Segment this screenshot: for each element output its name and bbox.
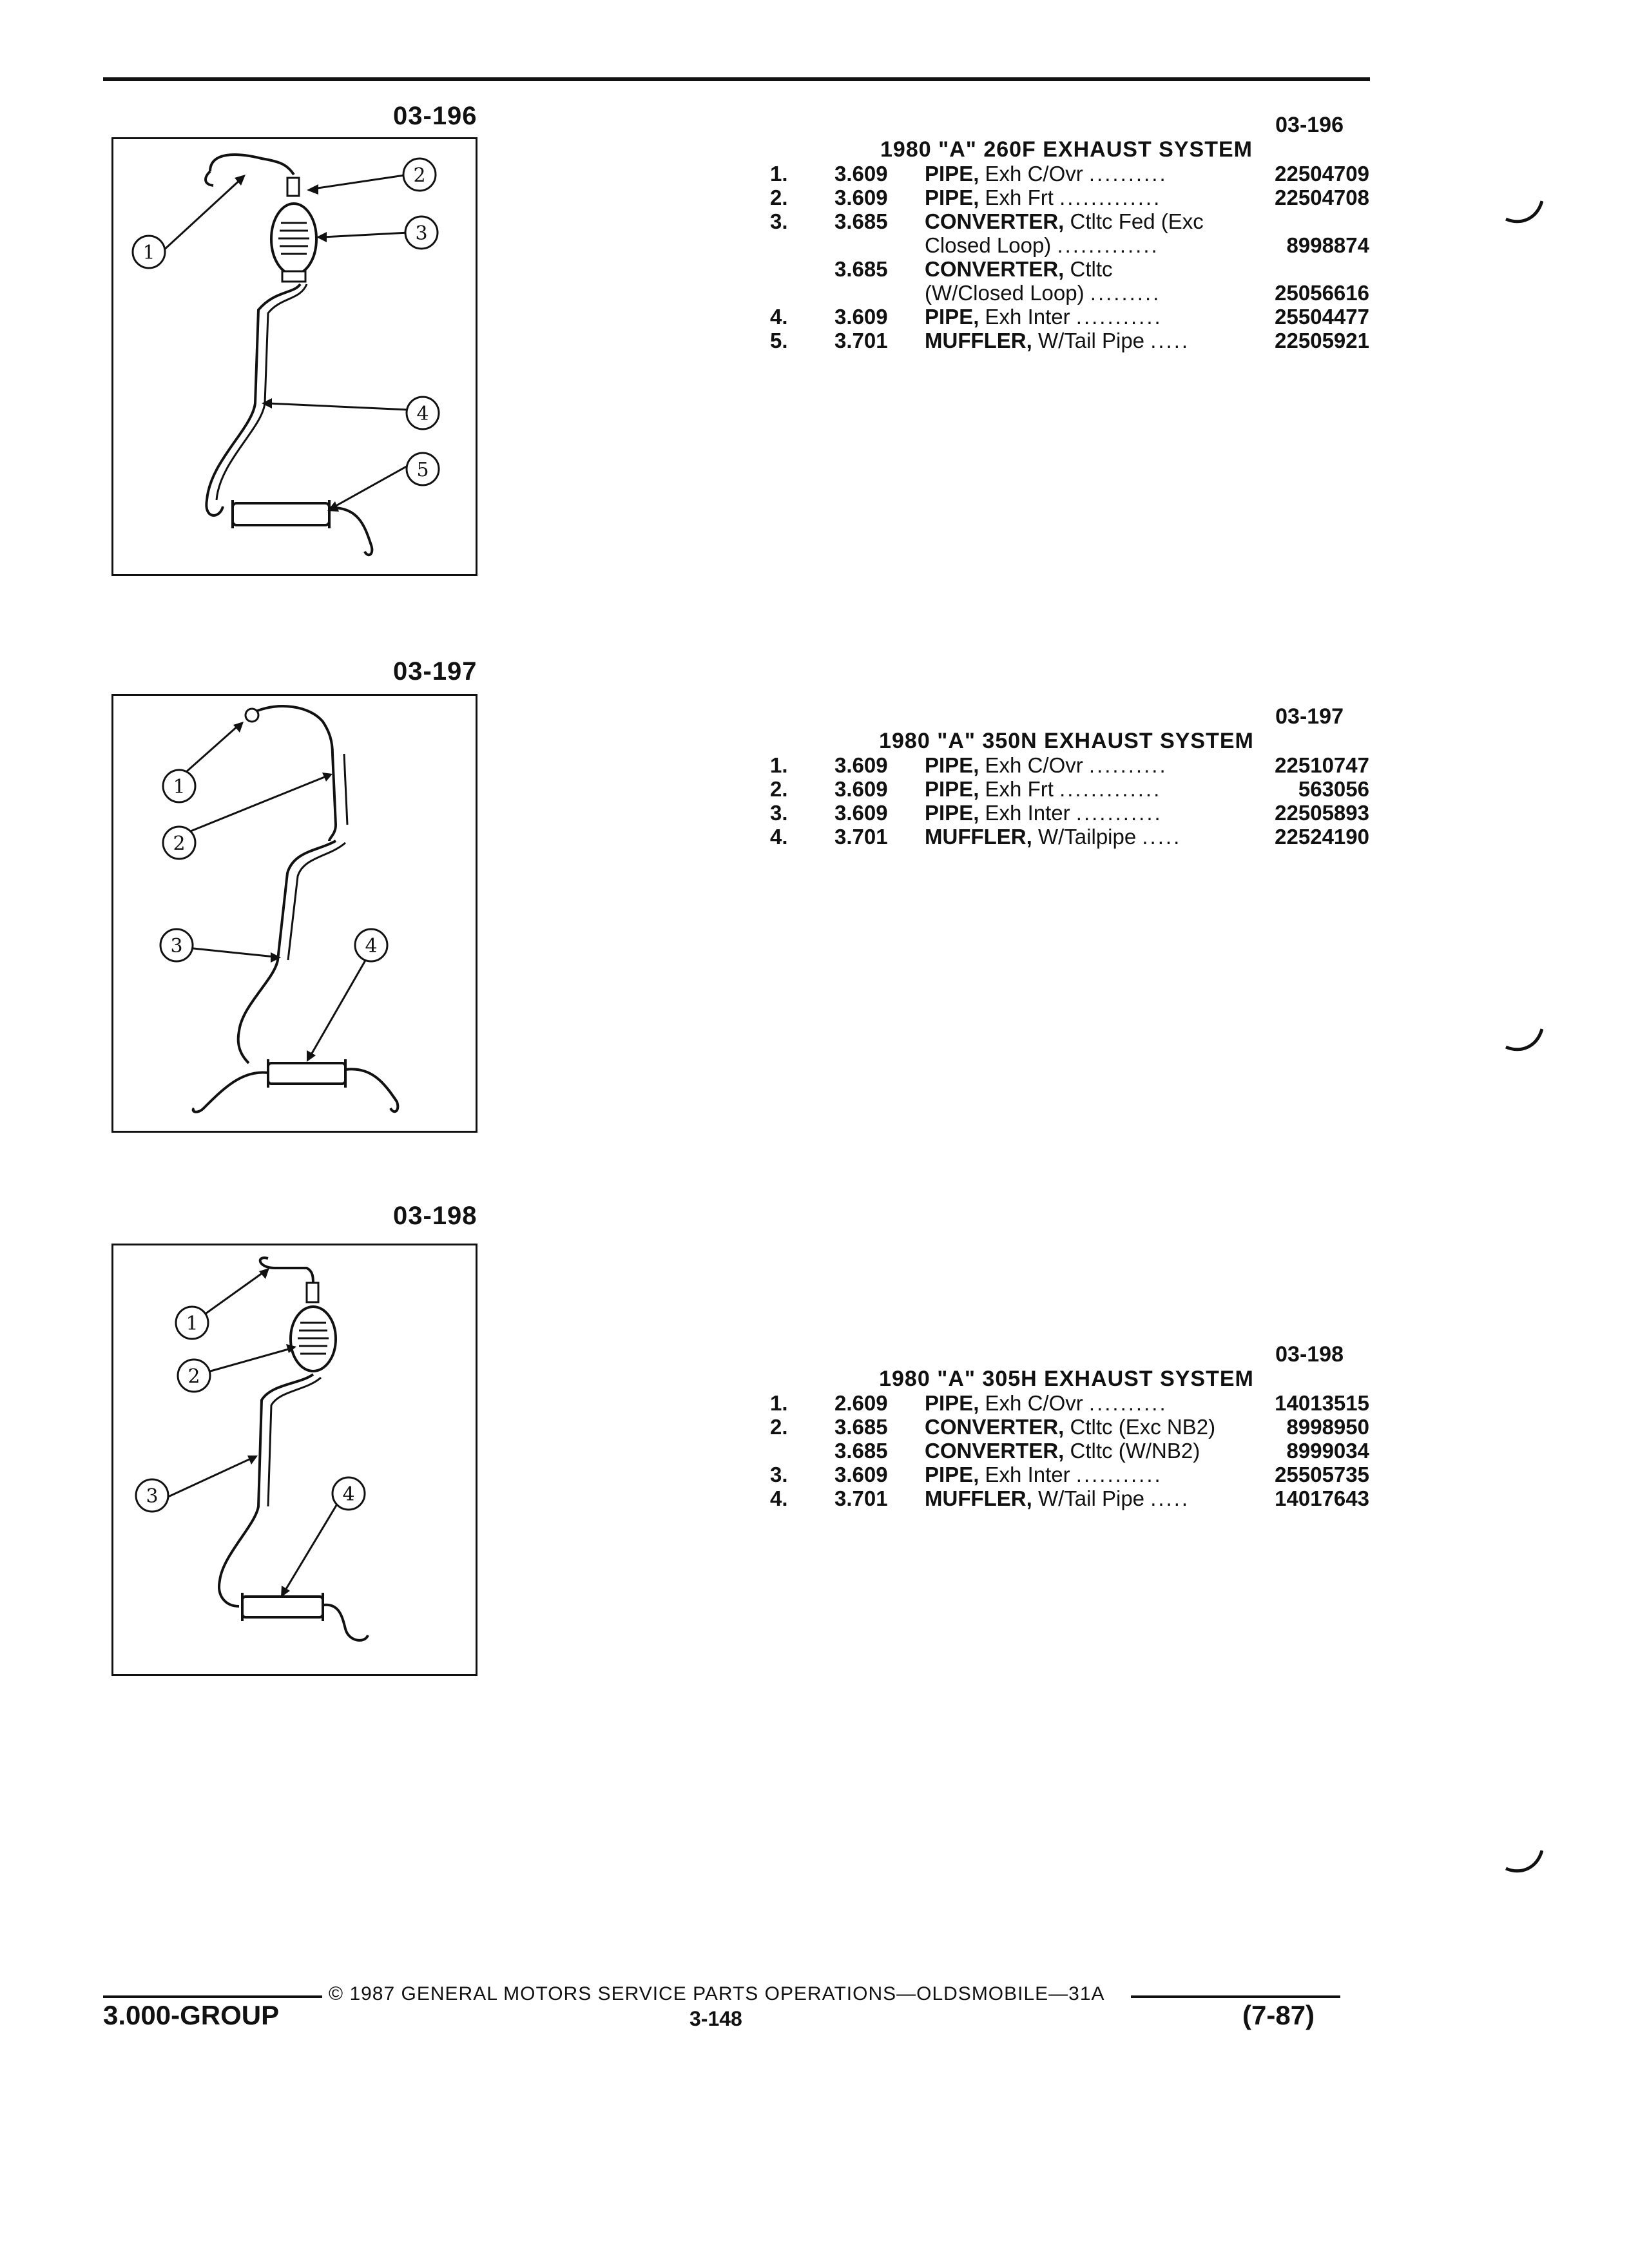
figure-label: 03-196 [393,102,477,130]
exhaust-diagram-03-198 [113,1245,476,1674]
parts-row [764,305,1369,329]
leader-dots: ..... [1150,1486,1190,1510]
group-code: 2.609 [834,1391,888,1415]
leader-dots: ..... [1150,329,1190,352]
part-description [925,1391,1168,1415]
group-code: 3.685 [834,257,888,281]
parts-row [764,1439,1369,1463]
tail-pipe [329,508,372,555]
part-name: PIPE, [925,186,979,209]
figure-03-198 [111,1244,477,1676]
muffler [233,503,329,525]
section-number: 03-196 [1275,113,1344,137]
group-code: 3.609 [834,777,888,801]
leader-dots: ............. [1057,233,1159,257]
svg-text:1: 1 [142,242,155,264]
part-name: PIPE, [925,753,979,777]
callout-2 [178,1360,210,1392]
svg-text:3: 3 [170,935,183,957]
footer-date: (7-87) [1242,2000,1315,2030]
parts-row [764,233,1369,257]
part-description [925,801,1162,825]
item-number: 3. [770,209,788,233]
part-detail: Exh Inter [985,305,1070,329]
part-number: 8999034 [1286,1439,1369,1463]
parts-section-03-197 [764,704,1369,849]
group-code: 3.609 [834,162,888,186]
crossover-pipe [249,706,333,754]
part-name: PIPE, [925,1463,979,1486]
parts-section-03-196 [764,113,1369,352]
part-detail: Exh Frt [985,777,1054,801]
part-description [925,329,1190,352]
group-code: 3.609 [834,801,888,825]
callout-3 [136,1479,168,1512]
exhaust-diagram-03-197 [113,696,476,1131]
parts-row [764,162,1369,186]
group-code: 3.609 [834,186,888,209]
exhaust-diagram-03-196 [113,139,476,574]
part-number: 22524190 [1275,825,1369,849]
part-name: MUFFLER, [925,1486,1032,1510]
part-name: CONVERTER, [925,1439,1065,1463]
part-detail: Exh C/Ovr [985,753,1083,777]
item-number: 5. [770,329,788,352]
part-description [925,257,1113,281]
leader-dots: .......... [1088,753,1168,777]
part-name: MUFFLER, [925,825,1032,849]
item-number: 2. [770,1415,788,1439]
part-description [925,305,1162,329]
part-name: CONVERTER, [925,1415,1065,1439]
callout-5 [407,453,439,485]
parts-row [764,1391,1369,1415]
part-detail: W/Tail Pipe [1037,329,1145,352]
callout-2 [163,827,195,859]
group-code: 3.701 [834,329,888,352]
leader-dots: ......... [1090,281,1161,305]
part-name: PIPE, [925,1391,979,1415]
part-description [925,1439,1200,1463]
parts-row [764,329,1369,352]
callout-4 [407,397,439,429]
item-number: 1. [770,753,788,777]
parts-row [764,1463,1369,1486]
callout-1 [176,1307,208,1339]
part-description [925,186,1161,209]
parts-row [764,209,1369,233]
part-name: CONVERTER, [925,257,1065,281]
section-number: 03-197 [1275,704,1344,729]
part-number: 8998950 [1286,1415,1369,1439]
leader-dots: ........... [1075,305,1162,329]
part-detail: W/Tailpipe [1037,825,1137,849]
part-number: 14017643 [1275,1486,1369,1510]
svg-text:3: 3 [415,222,428,245]
svg-text:2: 2 [413,164,426,187]
part-detail: Ctltc [1070,257,1113,281]
part-description [925,281,1161,305]
figure-03-196 [111,137,477,576]
svg-text:2: 2 [173,832,186,855]
svg-text:4: 4 [416,403,429,425]
part-number: 8998874 [1286,233,1369,257]
part-detail: Exh Inter [985,801,1070,825]
part-description [925,1463,1162,1486]
part-name: MUFFLER, [925,329,1032,352]
leader-dots: .......... [1088,162,1168,186]
binding-mark-icon [1505,1849,1543,1875]
part-description [925,162,1168,186]
callout-3 [405,216,438,249]
item-number: 1. [770,1391,788,1415]
tail-pipe [345,1069,398,1111]
svg-text:4: 4 [365,935,378,957]
group-code: 3.701 [834,1486,888,1510]
part-name: PIPE, [925,777,979,801]
part-description [925,1415,1215,1439]
svg-text:4: 4 [342,1483,355,1506]
part-number: 25056616 [1275,281,1369,305]
parts-row [764,186,1369,209]
part-description [925,233,1159,257]
group-code: 3.609 [834,753,888,777]
part-detail: Exh Frt [985,186,1054,209]
part-detail: Ctltc (Exc NB2) [1070,1415,1216,1439]
figure-label: 03-198 [393,1202,477,1230]
part-detail: Exh C/Ovr [985,162,1083,186]
footer-copyright: © 1987 GENERAL MOTORS SERVICE PARTS OPERATIONS—OLDSMOBILE—31A [329,1983,1105,2004]
parts-row [764,801,1369,825]
part-number: 25504477 [1275,305,1369,329]
part-number: 22504709 [1275,162,1369,186]
part-number: 22505921 [1275,329,1369,352]
parts-section-03-198 [764,1342,1369,1510]
part-description [925,777,1161,801]
parts-row [764,825,1369,849]
footer-page-number: 3-148 [689,2007,742,2030]
intermediate-pipe [238,841,336,1063]
leader-dots: ..... [1142,825,1182,849]
leader-dots: ........... [1075,801,1162,825]
callout-4 [333,1477,365,1510]
part-detail: Ctltc (W/NB2) [1070,1439,1200,1463]
group-code: 3.609 [834,1463,888,1486]
svg-text:2: 2 [188,1365,200,1388]
parts-row [764,1486,1369,1510]
part-description [925,209,1204,233]
callout-1 [133,236,165,268]
parts-row [764,281,1369,305]
part-detail: Exh C/Ovr [985,1391,1083,1415]
group-code: 3.685 [834,1439,888,1463]
part-number: 22504708 [1275,186,1369,209]
part-detail: Closed Loop) [925,233,1052,257]
part-description [925,825,1181,849]
top-rule [103,77,1370,81]
muffler [268,1063,345,1084]
item-number: 3. [770,1463,788,1486]
item-number: 4. [770,1486,788,1510]
part-description [925,1486,1190,1510]
figure-label: 03-197 [393,657,477,686]
item-number: 2. [770,186,788,209]
leader-dots: ........... [1075,1463,1162,1486]
flange-1 [287,178,299,196]
section-number: 03-198 [1275,1342,1344,1367]
svg-text:1: 1 [173,776,186,798]
item-number: 4. [770,825,788,849]
front-pipe [329,754,336,841]
group-code: 3.685 [834,209,888,233]
part-number: 22510747 [1275,753,1369,777]
item-number: 1. [770,162,788,186]
part-description [925,753,1168,777]
figure-03-197 [111,694,477,1133]
callout-1 [163,770,195,802]
section-title: 1980 "A" 350N EXHAUST SYSTEM [879,729,1254,753]
part-name: PIPE, [925,801,979,825]
footer-rule-left [103,1995,322,1998]
svg-text:3: 3 [146,1485,159,1508]
part-number: 563056 [1298,777,1369,801]
callout-3 [160,929,193,961]
section-title: 1980 "A" 260F EXHAUST SYSTEM [880,137,1253,162]
svg-text:1: 1 [186,1312,198,1335]
svg-text:5: 5 [416,459,429,481]
callout-4 [355,929,387,961]
footer-group: 3.000-GROUP [103,2000,280,2030]
part-detail: W/Tail Pipe [1037,1486,1145,1510]
parts-row [764,1415,1369,1439]
part-name: PIPE, [925,162,979,186]
group-code: 3.609 [834,305,888,329]
leader-dots: ............. [1059,186,1162,209]
crossover-pipe [210,155,294,175]
part-detail: (W/Closed Loop) [925,281,1084,305]
parts-row [764,753,1369,777]
parts-row [764,777,1369,801]
part-detail: Exh Inter [985,1463,1070,1486]
binding-mark-icon [1505,200,1543,226]
group-code: 3.701 [834,825,888,849]
item-number: 4. [770,305,788,329]
binding-mark-icon [1505,1028,1543,1053]
part-name: CONVERTER, [925,209,1065,233]
leader-dots: .......... [1088,1391,1168,1415]
tail-pipe [323,1605,368,1640]
item-number: 3. [770,801,788,825]
leader-dots: ............. [1059,777,1162,801]
muffler [242,1597,323,1617]
part-name: PIPE, [925,305,979,329]
callout-2 [403,159,436,191]
intermediate-pipe [219,1374,313,1606]
part-number: 25505735 [1275,1463,1369,1486]
part-number: 22505893 [1275,801,1369,825]
item-number: 2. [770,777,788,801]
parts-row [764,257,1369,281]
group-code: 3.685 [834,1415,888,1439]
section-title: 1980 "A" 305H EXHAUST SYSTEM [879,1367,1254,1391]
part-detail: Ctltc Fed (Exc [1070,209,1204,233]
footer-rule-right [1131,1995,1340,1998]
part-number: 14013515 [1275,1391,1369,1415]
